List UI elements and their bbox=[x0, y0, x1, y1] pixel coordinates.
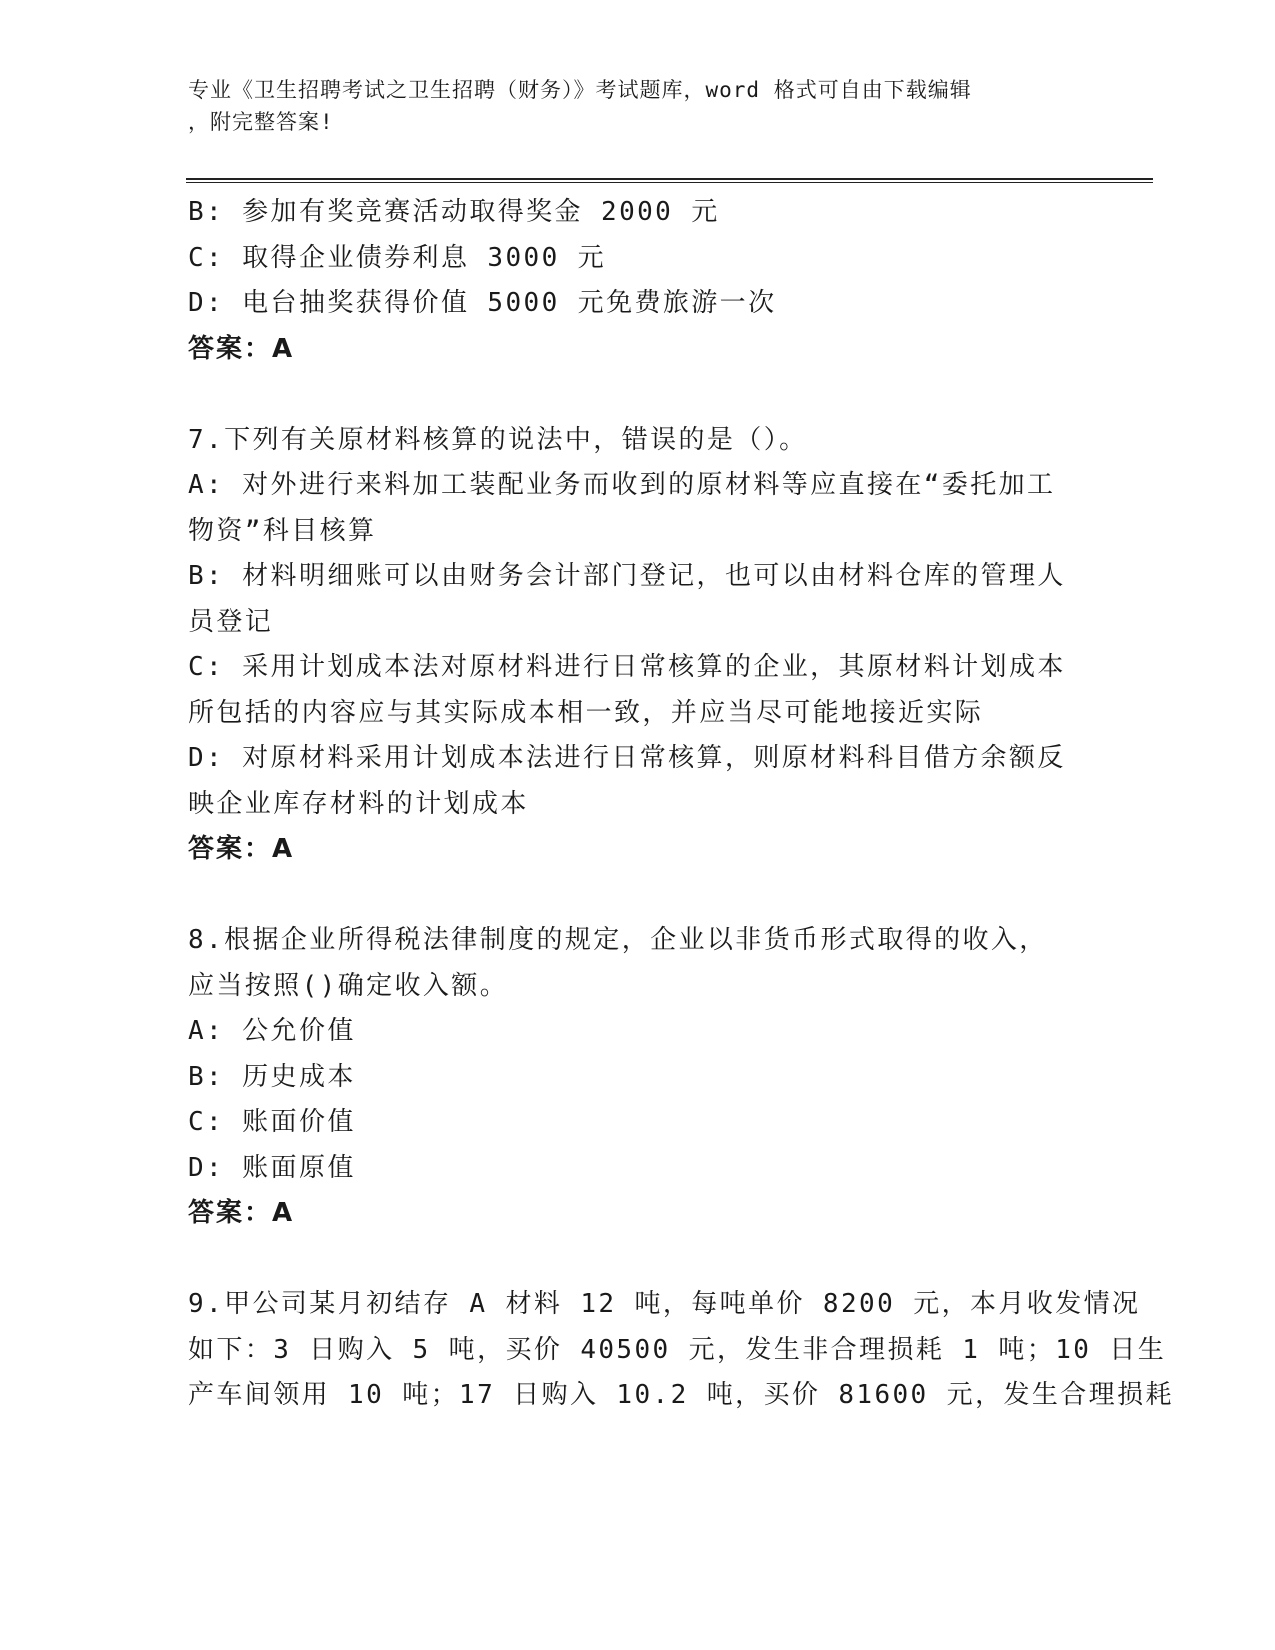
question-text-cont: 产车间领用 10 吨；17 日购入 10.2 吨，买价 81600 元，发生合理损耗 bbox=[188, 1380, 1174, 1410]
option-a-cont: 物资”科目核算 bbox=[188, 515, 377, 546]
option-a: A: 对外进行来料加工装配业务而收到的原材料等应直接在“委托加工 bbox=[188, 470, 1056, 500]
question-6 bbox=[188, 190, 1088, 372]
spacer bbox=[188, 873, 1088, 919]
option-d: D: 电台抽奖获得价值 5000 元免费旅游一次 bbox=[188, 288, 777, 318]
question-text-cont: 应当按照()确定收入额。 bbox=[188, 970, 509, 1001]
document-body bbox=[188, 190, 1174, 1419]
spacer bbox=[188, 1237, 1088, 1283]
option-b: B: 历史成本 bbox=[188, 1061, 356, 1092]
header-line-2: ，附完整答案! bbox=[188, 110, 334, 134]
question-7 bbox=[188, 418, 1088, 873]
option-d: D: 账面原值 bbox=[188, 1152, 356, 1183]
header-line-1: 专业《卫生招聘考试之卫生招聘（财务）》考试题库，word 格式可自由下载编辑 bbox=[188, 78, 972, 102]
option-a: A: 公允价值 bbox=[188, 1016, 356, 1046]
question-text-cont: 如下：3 日购入 5 吨，买价 40500 元，发生非合理损耗 1 吨；10 日生 bbox=[188, 1334, 1167, 1365]
option-c: C: 账面价值 bbox=[188, 1107, 356, 1137]
option-d-cont: 映企业库存材料的计划成本 bbox=[188, 788, 529, 819]
option-d: D: 对原材料采用计划成本法进行日常核算，则原材料科目借方余额反 bbox=[188, 743, 1066, 773]
document-header bbox=[188, 74, 1068, 138]
option-c: C: 取得企业债券利息 3000 元 bbox=[188, 242, 607, 273]
question-8 bbox=[188, 918, 1088, 1237]
answer: 答案：A bbox=[188, 1198, 295, 1228]
question-text: 8.根据企业所得税法律制度的规定，企业以非货币形式取得的收入， bbox=[188, 925, 1048, 955]
option-b-cont: 员登记 bbox=[188, 606, 274, 637]
question-9 bbox=[188, 1282, 1174, 1419]
header-divider bbox=[186, 178, 1153, 183]
option-b: B: 材料明细账可以由财务会计部门登记，也可以由材料仓库的管理人 bbox=[188, 561, 1066, 591]
answer: 答案：A bbox=[188, 333, 295, 364]
option-b: B: 参加有奖竞赛活动取得奖金 2000 元 bbox=[188, 197, 720, 227]
spacer bbox=[188, 372, 1088, 418]
answer: 答案：A bbox=[188, 834, 295, 864]
option-c-cont: 所包括的内容应与其实际成本相一致，并应当尽可能地接近实际 bbox=[188, 697, 984, 728]
question-text: 7.下列有关原材料核算的说法中，错误的是（）。 bbox=[188, 424, 808, 455]
option-c: C: 采用计划成本法对原材料进行日常核算的企业，其原材料计划成本 bbox=[188, 652, 1066, 682]
question-text: 9.甲公司某月初结存 A 材料 12 吨，每吨单价 8200 元，本月收发情况 bbox=[188, 1289, 1141, 1319]
